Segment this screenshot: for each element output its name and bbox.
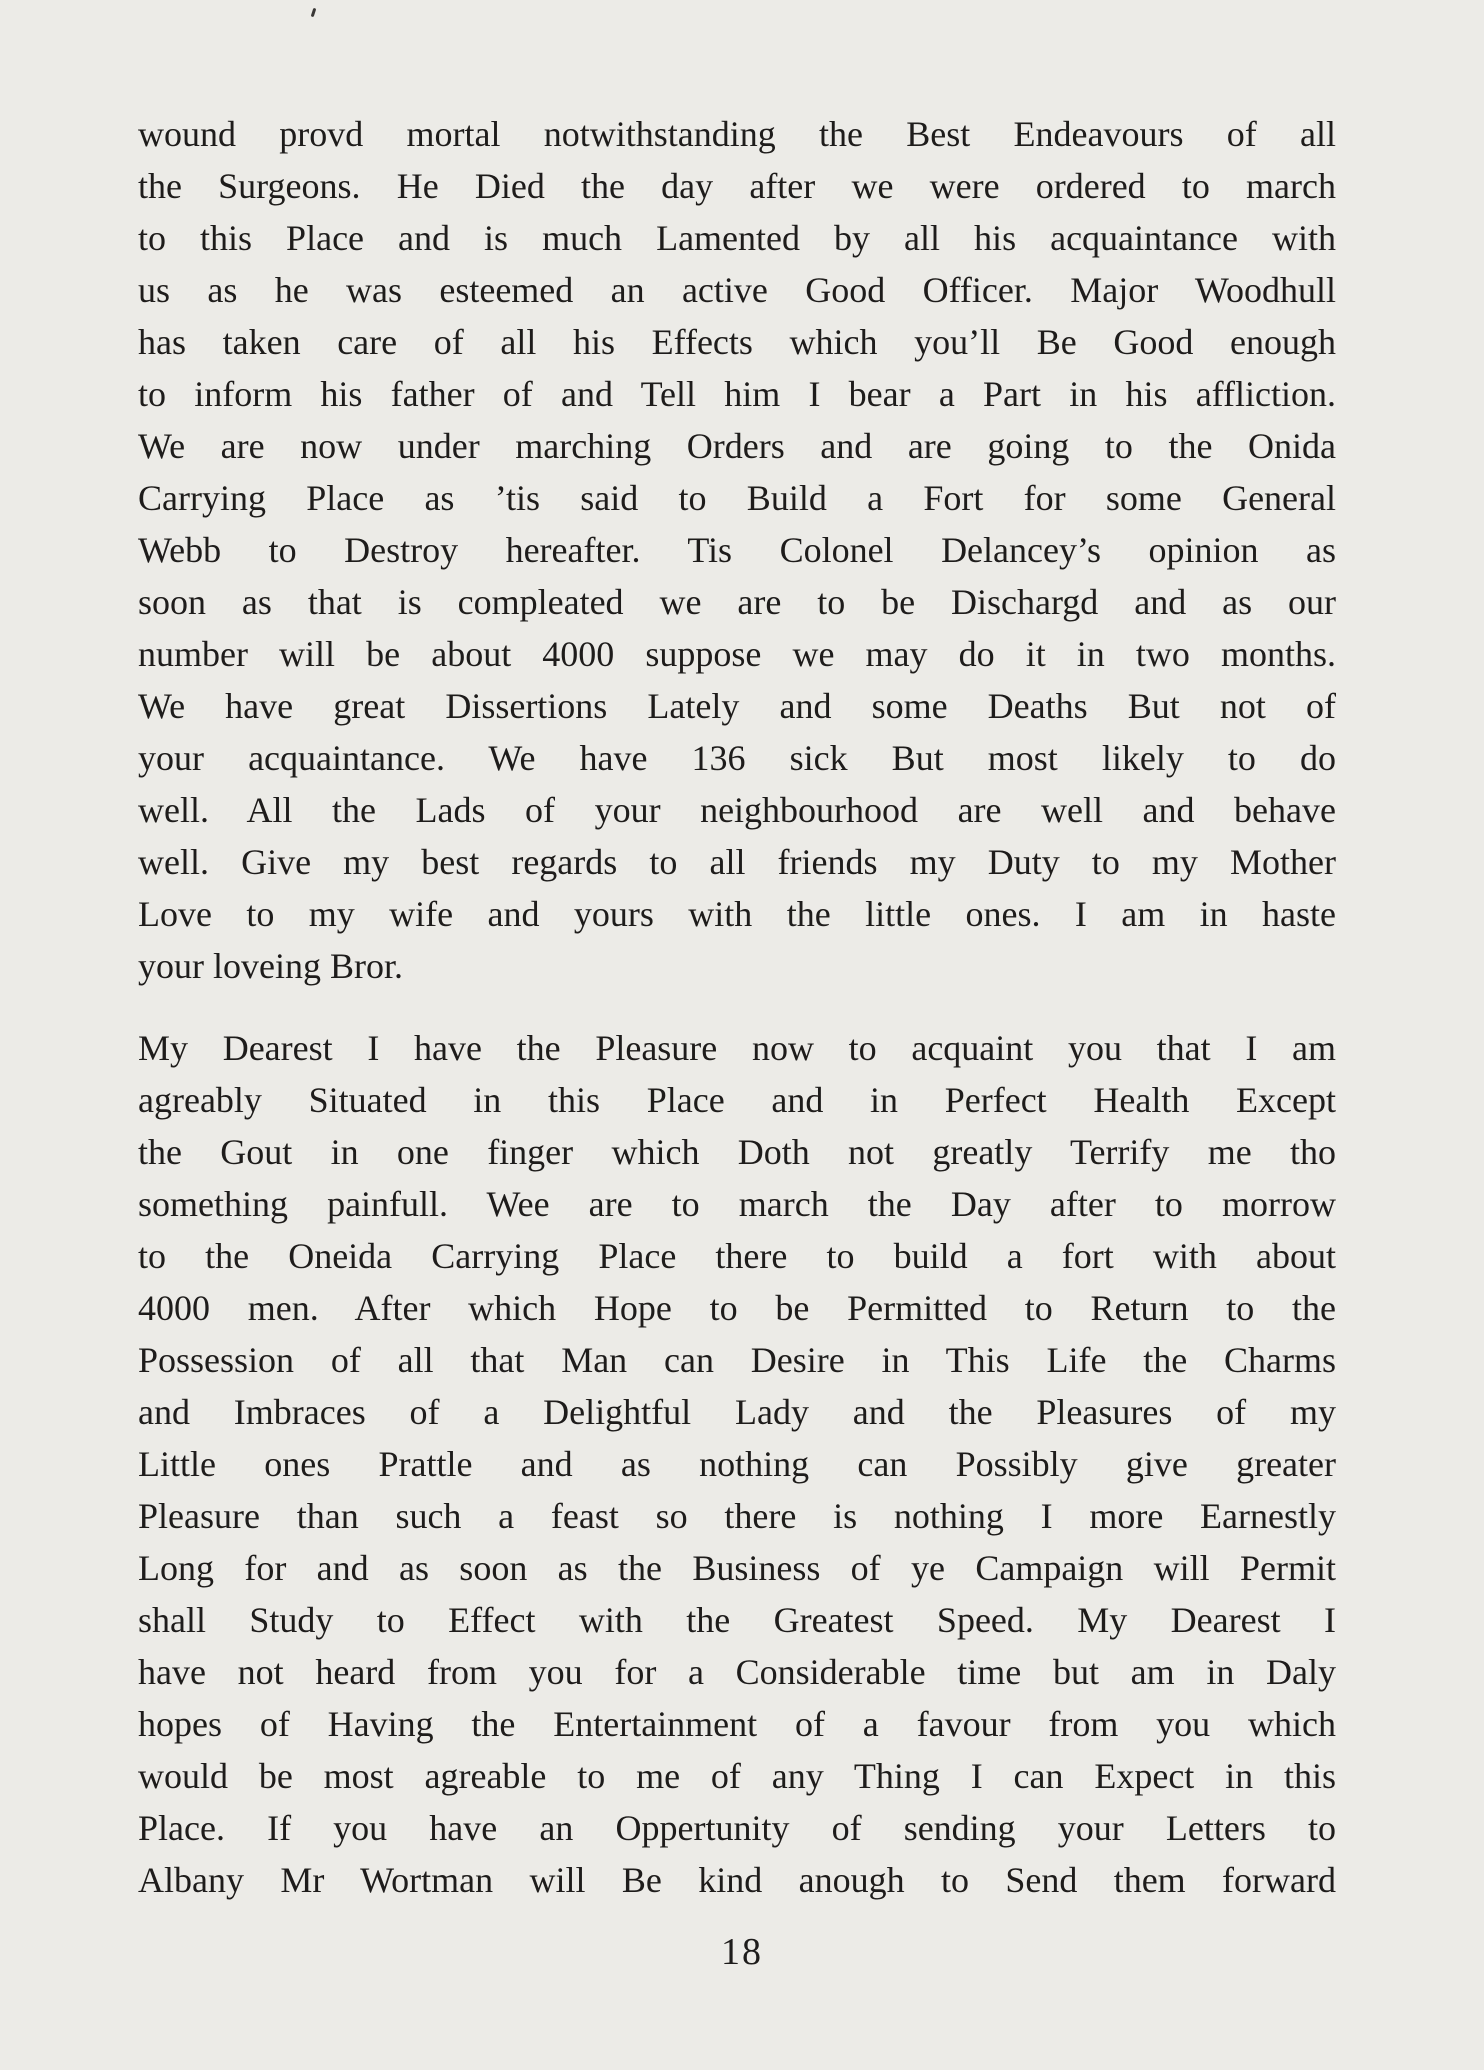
text-line: number will be about 4000 suppose we may do it in two months. (138, 634, 1336, 674)
text-line: Albany Mr Wortman will Be kind anough to Send them forward (138, 1860, 1336, 1900)
text-line: hopes of Having the Entertainment of a favour from you which (138, 1704, 1336, 1744)
text-line: Pleasure than such a feast so there is nothing I more Earnestly (138, 1496, 1336, 1536)
text-line: the Surgeons. He Died the day after we were ordered to march (138, 166, 1336, 206)
ink-speck (311, 8, 317, 17)
text-line: your acquaintance. We have 136 sick But most likely to do (138, 738, 1336, 778)
text-line: Little ones Prattle and as nothing can Possibly give greater (138, 1444, 1336, 1484)
text-line: shall Study to Effect with the Greatest Speed. My Dearest I (138, 1600, 1336, 1640)
text-line: Place. If you have an Oppertunity of sending your Letters to (138, 1808, 1336, 1848)
text-line: soon as that is compleated we are to be Dischargd and as our (138, 582, 1336, 622)
text-line: My Dearest I have the Pleasure now to acquaint you that I am (138, 1028, 1336, 1068)
text-line: We have great Dissertions Lately and some Deaths But not of (138, 686, 1336, 726)
text-line: We are now under marching Orders and are going to the Onida (138, 426, 1336, 466)
text-line: to the Oneida Carrying Place there to build a fort with about (138, 1236, 1336, 1276)
text-line: the Gout in one finger which Doth not greatly Terrify me tho (138, 1132, 1336, 1172)
text-line: well. All the Lads of your neighbourhood are well and behave (138, 790, 1336, 830)
text-line: Carrying Place as ’tis said to Build a Fort for some General (138, 478, 1336, 518)
text-line: 4000 men. After which Hope to be Permitted to Return to the (138, 1288, 1336, 1328)
text-line: to inform his father of and Tell him I bear a Part in his affliction. (138, 374, 1336, 414)
text-line: wound provd mortal notwithstanding the Best Endeavours of all (138, 114, 1336, 154)
text-line: something painfull. Wee are to march the Day after to morrow (138, 1184, 1336, 1224)
text-line: Possession of all that Man can Desire in This Life the Charms (138, 1340, 1336, 1380)
text-line: and Imbraces of a Delightful Lady and the Pleasures of my (138, 1392, 1336, 1432)
text-line: would be most agreable to me of any Thing I can Expect in this (138, 1756, 1336, 1796)
text-line: have not heard from you for a Considerable time but am in Daly (138, 1652, 1336, 1692)
text-line: to this Place and is much Lamented by all his acquaintance with (138, 218, 1336, 258)
text-line: has taken care of all his Effects which you’ll Be Good enough (138, 322, 1336, 362)
text-line: Long for and as soon as the Business of ye Campaign will Permit (138, 1548, 1336, 1588)
text-line: your loveing Bror. (138, 946, 403, 986)
page-number: 18 (721, 1931, 763, 1973)
text-line: Love to my wife and yours with the little ones. I am in haste (138, 894, 1336, 934)
text-line: well. Give my best regards to all friends my Duty to my Mother (138, 842, 1336, 882)
text-line: agreably Situated in this Place and in Perfect Health Except (138, 1080, 1336, 1120)
text-line: Webb to Destroy hereafter. Tis Colonel Delancey’s opinion as (138, 530, 1336, 570)
text-line: us as he was esteemed an active Good Officer. Major Woodhull (138, 270, 1336, 310)
letter-paragraph-2 (138, 1022, 1336, 1906)
letter-paragraph-1 (138, 108, 1336, 992)
